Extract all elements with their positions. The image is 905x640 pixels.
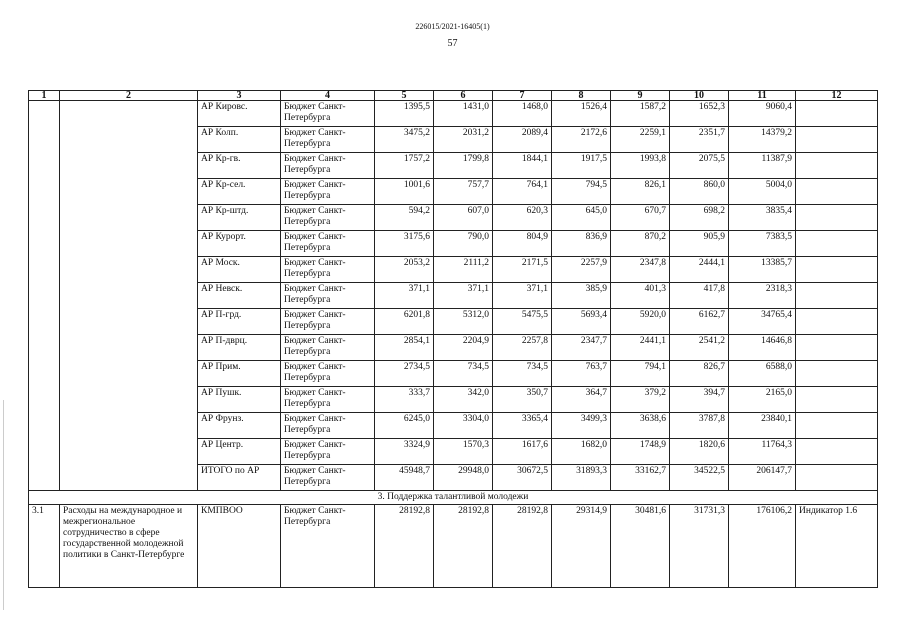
value-cell: 870,2 [611,231,670,257]
column-header: 9 [611,91,670,101]
total-cell: 2165,0 [729,387,796,413]
table-row [29,101,878,127]
total-cell: 14379,2 [729,127,796,153]
value-cell: 2031,2 [434,127,493,153]
value-cell: 3475,2 [375,127,434,153]
indicator-cell [796,439,878,465]
district-cell: АР Прим. [198,361,281,387]
district-cell: АР Невск. [198,283,281,309]
value-cell: 6201,8 [375,309,434,335]
funding-source-cell: Бюджет Санкт-Петербурга [281,413,375,439]
value-cell: 794,1 [611,361,670,387]
total-cell: 2318,3 [729,283,796,309]
indicator-cell [796,257,878,283]
value-cell: 1844,1 [493,153,552,179]
value-cell: 1820,6 [670,439,729,465]
value-cell: 2441,1 [611,335,670,361]
funding-source-cell: Бюджет Санкт-Петербурга [281,179,375,205]
value-cell: 790,0 [434,231,493,257]
value-cell: 30672,5 [493,465,552,491]
page-number: 57 [447,38,458,49]
value-cell: 2259,1 [611,127,670,153]
empty-number-cell [29,101,60,491]
value-cell: 2172,6 [552,127,611,153]
column-header: 10 [670,91,729,101]
column-header: 8 [552,91,611,101]
measure-name: Расходы на международное и межрегиональное сотрудничество в сфере государственной молодежной политики в Санкт-Петербурге [60,505,198,588]
column-header: 12 [796,91,878,101]
value-cell: 28192,8 [493,505,552,588]
district-cell: АР Моск. [198,257,281,283]
value-cell: 45948,7 [375,465,434,491]
column-header: 2 [60,91,198,101]
value-cell: 33162,7 [611,465,670,491]
value-cell: 371,1 [434,283,493,309]
value-cell: 826,1 [611,179,670,205]
value-cell: 1468,0 [493,101,552,127]
value-cell: 594,2 [375,205,434,231]
value-cell: 30481,6 [611,505,670,588]
value-cell: 1570,3 [434,439,493,465]
value-cell: 3324,9 [375,439,434,465]
value-cell: 333,7 [375,387,434,413]
value-cell: 1993,8 [611,153,670,179]
funding-source-cell: Бюджет Санкт-Петербурга [281,335,375,361]
value-cell: 394,7 [670,387,729,413]
value-cell: 31731,3 [670,505,729,588]
funding-source-cell: Бюджет Санкт-Петербурга [281,309,375,335]
value-cell: 350,7 [493,387,552,413]
value-cell: 2111,2 [434,257,493,283]
column-header: 7 [493,91,552,101]
value-cell: 1917,5 [552,153,611,179]
value-cell: 5920,0 [611,309,670,335]
value-cell: 1682,0 [552,439,611,465]
value-cell: 2075,5 [670,153,729,179]
value-cell: 2347,8 [611,257,670,283]
value-cell: 5312,0 [434,309,493,335]
column-header: 4 [281,91,375,101]
indicator-cell [796,465,878,491]
value-cell: 2089,4 [493,127,552,153]
total-cell: 11764,3 [729,439,796,465]
value-cell: 34522,5 [670,465,729,491]
value-cell: 2257,8 [493,335,552,361]
value-cell: 3304,0 [434,413,493,439]
value-cell: 1587,2 [611,101,670,127]
district-cell: АР П-грд. [198,309,281,335]
total-cell: 9060,4 [729,101,796,127]
value-cell: 3499,3 [552,413,611,439]
district-cell: АР Курорт. [198,231,281,257]
value-cell: 764,1 [493,179,552,205]
value-cell: 29314,9 [552,505,611,588]
district-cell: АР Колп. [198,127,281,153]
funding-source-cell: Бюджет Санкт-Петербурга [281,231,375,257]
district-cell: ИТОГО по АР [198,465,281,491]
value-cell: 2351,7 [670,127,729,153]
value-cell: 670,7 [611,205,670,231]
value-cell: 1431,0 [434,101,493,127]
funding-source-cell: Бюджет Санкт-Петербурга [281,101,375,127]
value-cell: 28192,8 [375,505,434,588]
funding-source-cell: Бюджет Санкт-Петербурга [281,153,375,179]
value-cell: 385,9 [552,283,611,309]
value-cell: 734,5 [493,361,552,387]
funding-source-cell: Бюджет Санкт-Петербурга [281,257,375,283]
value-cell: 5693,4 [552,309,611,335]
funding-source-cell: Бюджет Санкт-Петербурга [281,465,375,491]
value-cell: 836,9 [552,231,611,257]
value-cell: 794,5 [552,179,611,205]
district-cell: АР Кр-гв. [198,153,281,179]
value-cell: 364,7 [552,387,611,413]
column-header: 11 [729,91,796,101]
indicator-cell [796,283,878,309]
funding-source-cell: Бюджет Санкт-Петербурга [281,205,375,231]
value-cell: 1001,6 [375,179,434,205]
value-cell: 734,5 [434,361,493,387]
value-cell: 342,0 [434,387,493,413]
value-cell: 29948,0 [434,465,493,491]
value-cell: 1748,9 [611,439,670,465]
column-number-row [29,91,878,101]
value-cell: 2347,7 [552,335,611,361]
value-cell: 698,2 [670,205,729,231]
budget-table [28,90,878,588]
value-cell: 2444,1 [670,257,729,283]
value-cell: 5475,5 [493,309,552,335]
value-cell: 2053,2 [375,257,434,283]
value-cell: 826,7 [670,361,729,387]
value-cell: 804,9 [493,231,552,257]
value-cell: 401,3 [611,283,670,309]
value-cell: 3638,6 [611,413,670,439]
district-cell: АР Пушк. [198,387,281,413]
indicator-cell [796,179,878,205]
value-cell: 1526,4 [552,101,611,127]
total-cell: 11387,9 [729,153,796,179]
empty-name-cell [60,101,198,491]
indicator-cell: Индикатор 1.6 [796,505,878,588]
value-cell: 763,7 [552,361,611,387]
indicator-cell [796,413,878,439]
funding-source-cell: Бюджет Санкт-Петербурга [281,505,375,588]
value-cell: 417,8 [670,283,729,309]
value-cell: 371,1 [493,283,552,309]
value-cell: 28192,8 [434,505,493,588]
district-cell: АР Центр. [198,439,281,465]
district-cell: АР Фрунз. [198,413,281,439]
indicator-cell [796,101,878,127]
total-cell: 7383,5 [729,231,796,257]
value-cell: 3365,4 [493,413,552,439]
total-cell: 206147,7 [729,465,796,491]
executor-cell: КМПВОО [198,505,281,588]
indicator-cell [796,335,878,361]
total-cell: 23840,1 [729,413,796,439]
column-header: 5 [375,91,434,101]
indicator-cell [796,205,878,231]
document-id: 226015/2021-16405(1) [415,22,490,31]
row-number: 3.1 [29,505,60,588]
total-cell: 14646,8 [729,335,796,361]
column-header: 6 [434,91,493,101]
column-header: 1 [29,91,60,101]
total-cell: 13385,7 [729,257,796,283]
indicator-cell [796,231,878,257]
total-cell: 176106,2 [729,505,796,588]
value-cell: 2854,1 [375,335,434,361]
value-cell: 371,1 [375,283,434,309]
value-cell: 1617,6 [493,439,552,465]
section-header-row [29,491,878,505]
indicator-cell [796,309,878,335]
value-cell: 607,0 [434,205,493,231]
value-cell: 6162,7 [670,309,729,335]
scan-edge [3,400,4,610]
total-cell: 3835,4 [729,205,796,231]
value-cell: 757,7 [434,179,493,205]
value-cell: 1757,2 [375,153,434,179]
indicator-cell [796,127,878,153]
funding-source-cell: Бюджет Санкт-Петербурга [281,387,375,413]
total-cell: 34765,4 [729,309,796,335]
value-cell: 645,0 [552,205,611,231]
value-cell: 3787,8 [670,413,729,439]
value-cell: 1799,8 [434,153,493,179]
district-cell: АР Кр-штд. [198,205,281,231]
district-cell: АР Кр-сел. [198,179,281,205]
funding-source-cell: Бюджет Санкт-Петербурга [281,361,375,387]
value-cell: 31893,3 [552,465,611,491]
district-cell: АР Кировс. [198,101,281,127]
value-cell: 3175,6 [375,231,434,257]
funding-source-cell: Бюджет Санкт-Петербурга [281,127,375,153]
value-cell: 2204,9 [434,335,493,361]
section-title: 3. Поддержка талантливой молодежи [29,491,878,505]
value-cell: 2541,2 [670,335,729,361]
table-row [29,505,878,588]
total-cell: 5004,0 [729,179,796,205]
value-cell: 620,3 [493,205,552,231]
value-cell: 2734,5 [375,361,434,387]
indicator-cell [796,361,878,387]
value-cell: 379,2 [611,387,670,413]
value-cell: 1652,3 [670,101,729,127]
value-cell: 6245,0 [375,413,434,439]
value-cell: 2171,5 [493,257,552,283]
column-header: 3 [198,91,281,101]
district-cell: АР П-дврц. [198,335,281,361]
funding-source-cell: Бюджет Санкт-Петербурга [281,283,375,309]
total-cell: 6588,0 [729,361,796,387]
value-cell: 1395,5 [375,101,434,127]
indicator-cell [796,153,878,179]
indicator-cell [796,387,878,413]
value-cell: 860,0 [670,179,729,205]
value-cell: 2257,9 [552,257,611,283]
funding-source-cell: Бюджет Санкт-Петербурга [281,439,375,465]
value-cell: 905,9 [670,231,729,257]
